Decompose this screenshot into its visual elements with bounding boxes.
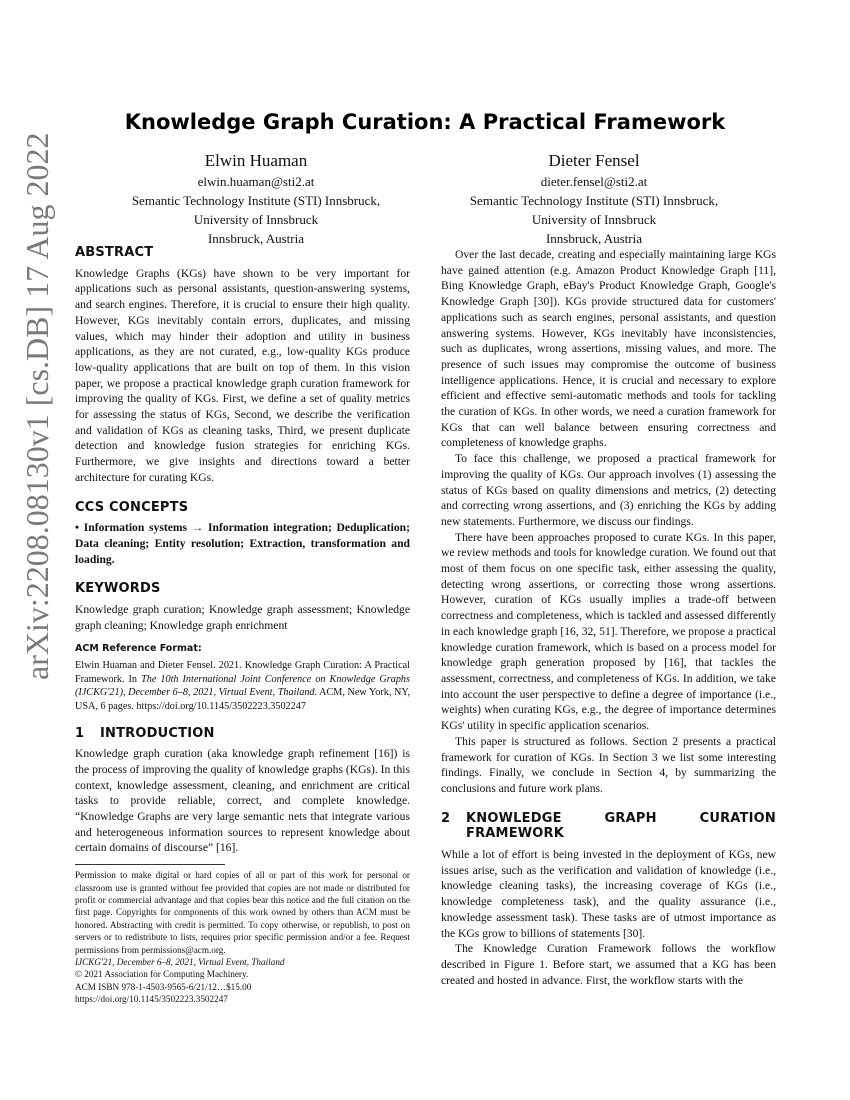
author-email: dieter.fensel@sti2.at — [540, 174, 648, 189]
abstract-text: Knowledge Graphs (KGs) have shown to be very important for applications such as personal assistants, question-answering systems, and search engines. Therefore, it is crucial to ensure their high quality. However, KGs inevitably contain errors, duplicates, and missing values, which may hinder their adoption and utility in business applications, as they are not curated, e.g., low-quality KGs produce low-quality applications that are built on top of them. In this vision paper, we propose a practical knowledge graph curation framework for improving the quality of KGs. First, we define a set of quality metrics for assessing the status of KGs, Second, we describe the verification and validation of KGs as cleaning tasks, Third, we present duplicate detection and knowledge fusion strategies for enriching KGs. Furthermore, we give insights and directions toward a better architecture for curating KGs. — [75, 266, 410, 484]
abstract-section — [75, 245, 410, 486]
introduction-section — [75, 726, 410, 857]
acm-reference-text: Elwin Huaman and Dieter Fensel. 2021. Knowledge Graph Curation: A Practical Framework. In The 10th International Joint Conference on Knowledge Graphs (IJCKG'21), December 6–8, 2021, Virtual Event, Thailand. ACM, New York, NY, USA, 6 pages. https://doi.org/10.1145/3502223.3502247 — [75, 660, 410, 712]
author-name: Elwin Huaman — [204, 151, 308, 170]
right-column — [441, 247, 776, 988]
arxiv-stamp: arXiv:2208.08130v1 [cs.DB] 17 Aug 2022 — [19, 132, 55, 680]
paragraph: Over the last decade, creating and especially maintaining large KGs have gained attention (e.g. Amazon Product Knowledge Graph [11], Bing Knowledge Graph, eBay's Product Knowledge Graph, Google's Knowledge Graph [30]). KGs provide structured data for customers' applications such as search engines, personal assistants, and question answering systems. However, KGs inevitably have inconsistencies, such as duplicates, wrong assertions, missing values, and more. The presence of such issues may compromise the outcome of business intelligence applications. Hence, it is crucial and necessary to explore efficient and effective semi-automatic methods and tools for tackling the curation of KGs. In other words, we need a curation framework for KGs that can well balance between ensuring correctness and completeness of knowledge graphs. — [441, 248, 776, 450]
permission-text: Permission to make digital or hard copies of all or part of this work for personal or classroom use is granted without fee provided that copies are not made or distributed for profit or commercial advantage and that copies bear this notice and the full citation on the first page. Copyrights for components of this work owned by others than ACM must be honored. Abstracting with credit is permitted. To copy otherwise, or republish, to post on servers or to redistribute to lists, requires prior specific permission and/or a fee. Request permissions from permissions@acm.org. — [75, 870, 410, 955]
author-university: University of Innsbruck — [531, 212, 657, 227]
author-email: elwin.huaman@sti2.at — [197, 174, 315, 189]
paper-title: Knowledge Graph Curation: A Practical Framework — [124, 110, 726, 134]
paragraph: This paper is structured as follows. Section 2 presents a practical framework for curation of KGs. In Section 3 we list some interesting findings. Finally, we conclude in Section 4, by summarizing the conclusions and future work plans. — [441, 734, 776, 795]
keywords-text: Knowledge graph curation; Knowledge graph assessment; Knowledge graph cleaning; Knowledge graph enrichment — [75, 603, 410, 632]
paragraph: There have been approaches proposed to curate KGs. In this paper, we review methods and tools for knowledge curation. We found out that most of them focus on one specific task, either assessing the quality, detecting wrong assertions, or correcting those wrong assertions. However, curation of KGs usually implies a trade-off between correctness and completeness, which is tackled and assessed differently in each knowledge graph [16, 32, 51]. Therefore, we propose a practical knowledge curation framework, which is based on a process model for knowledge graph generation proposed by [16], that tackles the assessment, correctness, and completeness of KGs. In addition, we take into account the user perspective to define a degree of importance (i.e., weights) when curating KGs, e.g., the degree of importance determines KGs' utility in specific application scenarios. — [441, 530, 776, 733]
author-location: Innsbruck, Austria — [545, 231, 643, 246]
ccs-heading: CCS CONCEPTS — [75, 499, 189, 515]
acm-reference-section — [75, 641, 410, 713]
paragraph: To face this challenge, we proposed a practical framework for improving the quality of KGs. Our approach involves (1) assessing the status of KGs based on quality dimensions and metrics, (2) detecting and correcting wrong assertions, and (3) enriching the KGs by adding new statements. Furthermore, we discuss our findings. — [441, 452, 776, 528]
author-affiliation: Semantic Technology Institute (STI) Innsbruck, — [469, 193, 719, 208]
author-block-2 — [424, 150, 764, 248]
isbn-line: ACM ISBN 978-1-4503-9565-6/21/12…$15.00 — [75, 981, 252, 992]
author-block-1 — [86, 150, 426, 248]
conference-line: IJCKG'21, December 6–8, 2021, Virtual Event, Thailand — [75, 957, 285, 968]
permission-footnote — [75, 869, 410, 1005]
author-name: Dieter Fensel — [548, 151, 640, 170]
section-2-heading: 2 KNOWLEDGE GRAPH CURATION FRAMEWORK — [441, 810, 776, 842]
acm-reference-heading: ACM Reference Format: — [75, 643, 202, 655]
abstract-heading: ABSTRACT — [75, 245, 154, 260]
ccs-section — [75, 500, 410, 568]
left-column — [75, 245, 410, 1006]
introduction-heading: 1 INTRODUCTION — [75, 725, 215, 741]
author-university: University of Innsbruck — [193, 212, 319, 227]
paragraph: The Knowledge Curation Framework follows the workflow described in Figure 1. Before start, we assumed that a KG has been created and hosted in advance. First, the workflow starts with the — [441, 942, 776, 987]
doi-line: https://doi.org/10.1145/3502223.3502247 — [75, 994, 228, 1005]
author-affiliation: Semantic Technology Institute (STI) Innsbruck, — [131, 193, 381, 208]
footnote-divider — [75, 864, 225, 865]
keywords-section — [75, 581, 410, 633]
paragraph: While a lot of effort is being invested in the deployment of KGs, new issues arise, such as the verification and validation of knowledge (i.e., knowledge cleaning tasks), the increasing coverage of KGs (i.e., knowledge completeness task), and the quality assurance (i.e., knowledge assessment task). These tasks are of utmost importance as the KGs grow to billions of statements [30]. — [441, 848, 776, 940]
copyright-line: © 2021 Association for Computing Machinery. — [75, 969, 249, 980]
introduction-text: Knowledge graph curation (aka knowledge graph refinement [16]) is the process of improving the quality of knowledge graphs (KGs). In this context, knowledge assessment, cleaning, and enrichment are critical tasks to provide reliable, correct, and complete knowledge. “Knowledge Graphs are very large semantic nets that integrate various and heterogeneous information sources to represent knowledge about certain domains of discourse” [16]. — [75, 747, 410, 855]
ccs-text: • Information systems → Information integration; Deduplication; Data cleaning; Entity resolution; Extraction, transformation and loading. — [75, 521, 410, 566]
author-location: Innsbruck, Austria — [207, 231, 305, 246]
keywords-heading: KEYWORDS — [75, 581, 161, 597]
